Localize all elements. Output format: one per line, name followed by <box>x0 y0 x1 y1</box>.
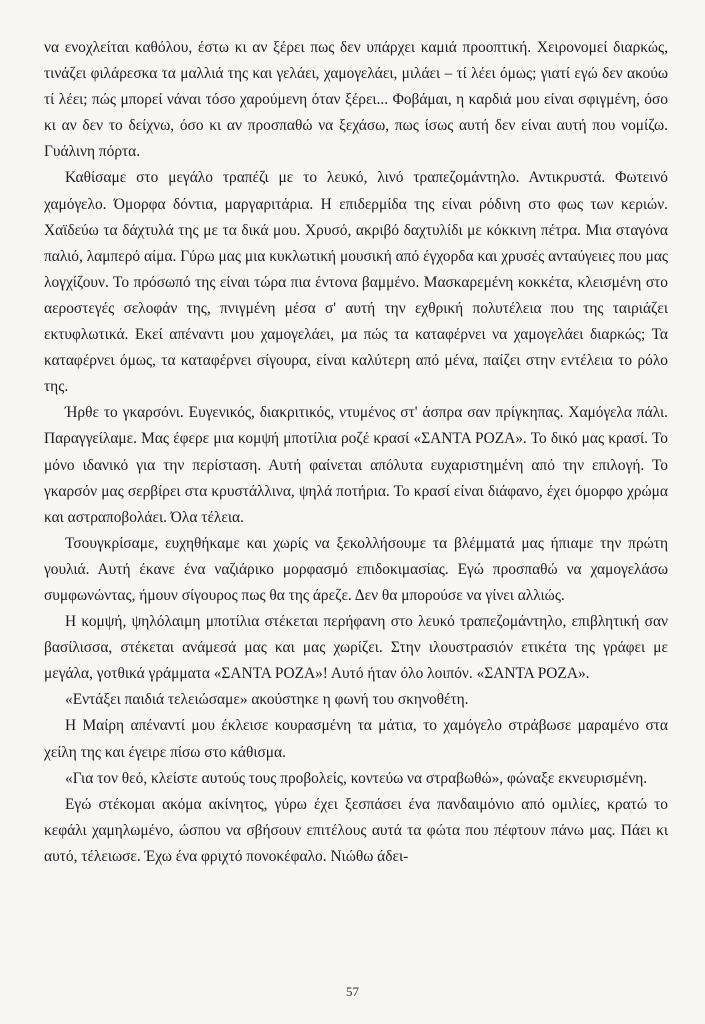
paragraph: Η Μαίρη απέναντί μου έκλεισε κουρασμένη τα μάτια, το χαμόγελο στράβωσε μαραμένο στα χείλη της και έγειρε πίσω στο κάθισμα. <box>44 717 668 761</box>
paragraph: Τσουγκρίσαμε, ευχηθήκαμε και χωρίς να ξεκολλήσουμε τα βλέμματά μας ήπιαμε την πρώτη γουλιά. Αυτή έκανε ένα ναζιάρικο μορφασμό επιδοκιμασίας. Εγώ προσπαθώ να χαμογελάσω συμφωνώντας, ήμουν σίγουρος πως θα της άρεζε. Δεν θα μπορούσε να γίνει αλλιώς. <box>44 534 668 604</box>
page-number: 57 <box>346 984 359 999</box>
paragraph: Ήρθε το γκαρσόνι. Ευγενικός, διακριτικός, ντυμένος στ' άσπρα σαν πρίγκηπας. Χαμόγελα πάλι. Παραγγείλαμε. Μας έφερε μια κομψή μποτίλια ροζέ κρασί «ΣΑΝΤΑ ΡΟΖΑ». Το δικό μας κρασί. Το μόνο ιδανικό για την περίσταση. Αυτή φαίνεται απόλυτα ευχαριστημένη από την επιλογή. Το γκαρσόν μας σερβίρει στα κρυστάλλινα, ψηλά ποτήρια. Το κρασί είναι διάφανο, έχει όμορφο χρώμα και αστραποβολάει. Όλα τέλεια. <box>44 404 668 526</box>
paragraph: «Εντάξει παιδιά τελειώσαμε» ακούστηκε η φωνή του σκηνοθέτη. <box>65 691 469 709</box>
body-text <box>44 35 668 870</box>
paragraph: «Για τον θεό, κλείστε αυτούς τους προβολείς, κοντεύω να στραβωθώ», φώναξε εκνευρισμένη. <box>65 769 648 787</box>
paragraph: Η κομψή, ψηλόλαιμη μποτίλια στέκεται περήφανη στο λευκό τραπεζομάντηλο, επιβλητική σαν βασίλισσα, στέκεται ανάμεσά μας και μας χωρίζει. Στην ιλουστρασιόν ετικέτα της γράφει με μεγάλα, γοτθικά γράμματα «ΣΑΝΤΑ ΡΟΖΑ»! Αυτό ήταν όλο λοιπόν. «ΣΑΝΤΑ ΡΟΖΑ». <box>44 613 668 683</box>
paragraph: να ενοχλείται καθόλου, έστω κι αν ξέρει πως δεν υπάρχει καμιά προοπτική. Χειρονομεί διαρκώς, τινάζει φιλάρεσκα τα μαλλιά της και γελάει, χαμογελάει, μιλάει – τί λέει όμως; γιατί εγώ δεν ακούω τί λέει; πώς μπορεί νάναι τόσο χαρούμενη όταν ξέρει... Φοβάμαι, η καρδιά μου είναι σφιγμένη, όσο κι αν δεν το δείχνω, όσο κι αν προσπαθώ να ξεχάσω, πως ίσως αυτή δεν είναι αυτή που νομίζω. Γυάλινη πόρτα. <box>44 39 668 161</box>
paragraph: Εγώ στέκομαι ακόμα ακίνητος, γύρω έχει ξεσπάσει ένα πανδαιμόνιο από ομιλίες, κρατώ το κεφάλι χαμηλωμένο, ώσπου να σβήσουν επιτέλους αυτά τα φώτα που πέφτουν πάνω μας. Πάει κι αυτό, τέλειωσε. Έχω ένα φριχτό πονοκέφαλο. Νιώθω άδει- <box>44 795 668 865</box>
paragraph: Καθίσαμε στο μεγάλο τραπέζι με το λευκό, λινό τραπεζομάντηλο. Αντικρυστά. Φωτεινό χαμόγελο. Όμορφα δόντια, μαργαριτάρια. Η επιδερμίδα της είναι ρόδινη στο φως των κεριών. Χαϊδεύω τα δάχτυλά της με τα δικά μου. Χρυσό, ακριβό δαχτυλίδι με κόκκινη πέτρα. Μια σταγόνα παλιό, λαμπερό αίμα. Γύρω μας μια κυκλωτική μουσική από έγχορδα και χρυσές ανταύγειες που μας λογχίζουν. Το πρόσωπό της είναι τώρα πια έντονα βαμμένο. Μασκαρεμένη κοκκέτα, κλεισμένη στο αεροστεγές σελοφάν της, πνιγμένη μέσα σ' αυτή την εχθρική πολυτέλεια που της ταιριάζει εκτυφλωτικά. Εκεί απέναντι μου χαμογελάει, μα πώς τα καταφέρνει να χαμογελάει διαρκώς; Τα καταφέρνει όμως, τα καταφέρνει σίγουρα, είναι καλύτερη από μένα, παίζει στην εντέλεια το ρόλο της. <box>44 169 668 396</box>
